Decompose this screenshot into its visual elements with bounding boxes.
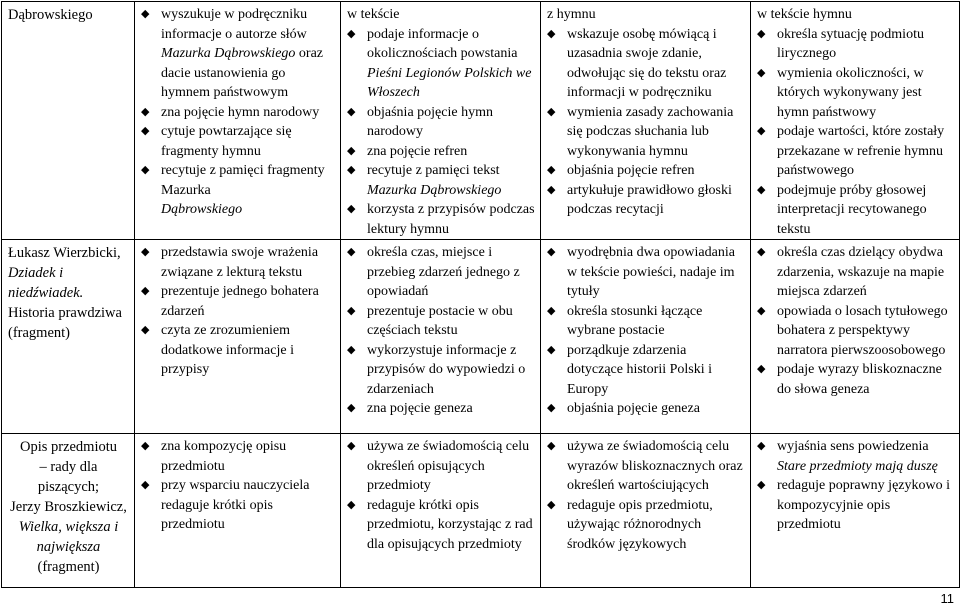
list-item: ◆ opowiada o losach tytułowego bohatera z perspektywy narratora pierwszoosobowego bbox=[757, 303, 948, 358]
bullet-icon: ◆ bbox=[547, 183, 556, 196]
lesson-title: Opis przedmiotu – rady dla piszących; Jerzy Broszkiewicz, Wielka, większa i największa (fragment) bbox=[10, 439, 127, 575]
list-item: ◆ artykułuje prawidłowo głoski podczas recytacji bbox=[547, 182, 732, 217]
requirements-cell-advanced bbox=[541, 240, 751, 434]
list-item: ◆ podejmuje próby głosowej interpretacji recytowanego tekstu bbox=[757, 182, 927, 237]
list-item: ◆ korzysta z przypisów podczas lektury hymnu bbox=[347, 202, 535, 237]
bullet-icon: ◆ bbox=[141, 8, 150, 20]
table-row bbox=[2, 240, 960, 434]
bullet-icon: ◆ bbox=[547, 402, 556, 414]
bullet-icon: ◆ bbox=[347, 105, 356, 118]
bullet-icon: ◆ bbox=[757, 363, 766, 375]
bullet-icon: ◆ bbox=[547, 246, 556, 258]
list-item: ◆ prezentuje jednego bohatera zdarzeń bbox=[141, 284, 319, 319]
lesson-title: Łukasz Wierzbicki, Dziadek i niedźwiadek. Historia prawdziwa (fragment) bbox=[8, 245, 122, 341]
bullet-icon: ◆ bbox=[141, 285, 150, 297]
bullet-icon: ◆ bbox=[757, 304, 766, 317]
list-item: ◆ używa ze świadomością celu określeń opisujących przedmioty bbox=[347, 439, 530, 493]
requirements-cell-extended bbox=[341, 2, 541, 240]
list-item: ◆ cytuje powtarzające się fragmenty hymnu bbox=[141, 124, 292, 159]
bullet-icon: ◆ bbox=[547, 27, 556, 40]
bullet-icon: ◆ bbox=[757, 125, 766, 137]
requirements-cell-extended bbox=[341, 240, 541, 434]
bullet-icon: ◆ bbox=[757, 66, 766, 79]
list-item: ◆ czyta ze zrozumieniem dodatkowe informacje i przypisy bbox=[141, 323, 294, 377]
curriculum-table bbox=[1, 1, 960, 588]
list-item: ◆ wymienia okoliczności, w których wykonywany jest hymn państwowy bbox=[757, 65, 924, 120]
bullet-icon: ◆ bbox=[347, 144, 356, 157]
bullet-icon: ◆ bbox=[757, 440, 766, 452]
bullet-icon: ◆ bbox=[547, 164, 556, 176]
requirements-cell-full bbox=[751, 2, 960, 240]
list-item: ◆ określa stosunki łączące wybrane postacie bbox=[547, 303, 703, 338]
bullet-icon: ◆ bbox=[141, 479, 150, 491]
requirements-cell-basic bbox=[135, 2, 341, 240]
list-item: ◆ wykorzystuje informacje z przypisów do wypowiedzi o zdarzeniach bbox=[347, 342, 526, 397]
bullet-icon: ◆ bbox=[347, 164, 356, 176]
bullet-icon: ◆ bbox=[347, 343, 356, 356]
list-item: ◆ wskazuje osobę mówiącą i uzasadnia swoje zdanie, odwołując się do tekstu oraz informacji w podręczniku bbox=[547, 26, 727, 100]
requirements-cell-basic bbox=[135, 434, 341, 588]
bullet-icon: ◆ bbox=[141, 164, 150, 176]
list-item: ◆ prezentuje postacie w obu częściach tekstu bbox=[347, 303, 513, 338]
bullet-icon: ◆ bbox=[347, 498, 356, 511]
continued-text: w tekście bbox=[347, 7, 400, 22]
row-title-cell bbox=[2, 240, 135, 434]
list-item: ◆ określa czas dzielący obydwa zdarzenia, wskazuje na mapie miejsca zdarzeń bbox=[757, 245, 945, 299]
list-item: ◆ wyjaśnia sens powiedzenia Stare przedmioty mają duszę bbox=[757, 439, 938, 474]
list-item: ◆ recytuje z pamięci fragmenty Mazurka Dąbrowskiego bbox=[141, 163, 325, 217]
row-title-cell bbox=[2, 434, 135, 588]
row-title-cell bbox=[2, 2, 135, 240]
bullet-icon: ◆ bbox=[547, 343, 556, 356]
bullet-icon: ◆ bbox=[757, 246, 766, 258]
list-item: ◆ używa ze świadomością celu wyrazów bliskoznacznych oraz określeń wartościujących bbox=[547, 439, 743, 493]
list-item: ◆ podaje wartości, które zostały przekazane w refrenie hymnu państwowego bbox=[757, 124, 945, 178]
list-item: ◆ objaśnia pojęcie geneza bbox=[547, 399, 745, 419]
list-item: ◆ przedstawia swoje wrażenia związane z lekturą tekstu bbox=[141, 245, 319, 280]
bullet-icon: ◆ bbox=[757, 479, 766, 491]
bullet-icon: ◆ bbox=[141, 440, 150, 452]
table-row bbox=[2, 434, 960, 588]
bullet-icon: ◆ bbox=[757, 183, 766, 196]
list-item: ◆ zna pojęcie geneza bbox=[347, 399, 535, 419]
bullet-icon: ◆ bbox=[547, 498, 556, 511]
list-item: ◆ zna pojęcie refren bbox=[347, 142, 535, 162]
lesson-title: Dąbrowskiego bbox=[8, 7, 93, 23]
bullet-icon: ◆ bbox=[547, 440, 556, 452]
requirements-cell-basic bbox=[135, 240, 341, 434]
bullet-icon: ◆ bbox=[141, 324, 150, 336]
list-item: ◆ objaśnia pojęcie hymn narodowy bbox=[347, 104, 493, 139]
bullet-icon: ◆ bbox=[347, 440, 356, 452]
bullet-icon: ◆ bbox=[547, 105, 556, 118]
requirements-cell-full bbox=[751, 240, 960, 434]
bullet-icon: ◆ bbox=[347, 246, 356, 258]
bullet-icon: ◆ bbox=[347, 203, 356, 215]
list-item: ◆ podaje informacje o okolicznościach powstania Pieśni Legionów Polskich we Włoszech bbox=[347, 26, 532, 100]
table-row bbox=[2, 2, 960, 240]
list-item: ◆ porządkuje zdarzenia dotyczące historii Polski i Europy bbox=[547, 342, 713, 397]
requirements-cell-advanced bbox=[541, 434, 751, 588]
requirements-cell-full bbox=[751, 434, 960, 588]
requirements-cell-extended bbox=[341, 434, 541, 588]
bullet-icon: ◆ bbox=[141, 105, 150, 118]
list-item: ◆ wyszukuje w podręczniku informacje o autorze słów Mazurka Dąbrowskiego oraz dacie ustanowienia go hymnem państwowym bbox=[141, 7, 324, 100]
list-item: ◆ redaguje krótki opis przedmiotu, korzystając z rad dla opisujących przedmioty bbox=[347, 497, 533, 552]
list-item: ◆ wyodrębnia dwa opowiadania w tekście powieści, nadaje im tytuły bbox=[547, 245, 735, 299]
bullet-icon: ◆ bbox=[757, 27, 766, 40]
bullet-icon: ◆ bbox=[347, 27, 356, 40]
bullet-icon: ◆ bbox=[347, 304, 356, 317]
list-item: ◆ określa sytuację podmiotu lirycznego bbox=[757, 26, 924, 61]
list-item: ◆ przy wsparciu nauczyciela redaguje krótki opis przedmiotu bbox=[141, 478, 310, 532]
bullet-icon: ◆ bbox=[347, 402, 356, 414]
list-item: ◆ zna pojęcie hymn narodowy bbox=[141, 103, 335, 123]
continued-text: w tekście hymnu bbox=[757, 7, 852, 22]
bullet-icon: ◆ bbox=[141, 246, 150, 258]
bullet-icon: ◆ bbox=[547, 304, 556, 317]
list-item: ◆ wymienia zasady zachowania się podczas słuchania lub wykonywania hymnu bbox=[547, 104, 734, 159]
list-item: ◆ objaśnia pojęcie refren bbox=[547, 161, 745, 181]
page-number: 11 bbox=[940, 591, 954, 606]
continued-text: z hymnu bbox=[547, 7, 596, 22]
requirements-cell-advanced bbox=[541, 2, 751, 240]
list-item: ◆ określa czas, miejsce i przebieg zdarzeń jednego z opowiadań bbox=[347, 245, 520, 299]
list-item: ◆ redaguje opis przedmiotu, używając różnorodnych środków językowych bbox=[547, 497, 713, 552]
list-item: ◆ podaje wyrazy bliskoznaczne do słowa geneza bbox=[757, 362, 942, 397]
list-item: ◆ zna kompozycję opisu przedmiotu bbox=[141, 439, 287, 474]
list-item: ◆ recytuje z pamięci tekst Mazurka Dąbrowskiego bbox=[347, 163, 502, 198]
list-item: ◆ redaguje poprawny językowo i kompozycyjnie opis przedmiotu bbox=[757, 478, 950, 532]
bullet-icon: ◆ bbox=[141, 125, 150, 137]
